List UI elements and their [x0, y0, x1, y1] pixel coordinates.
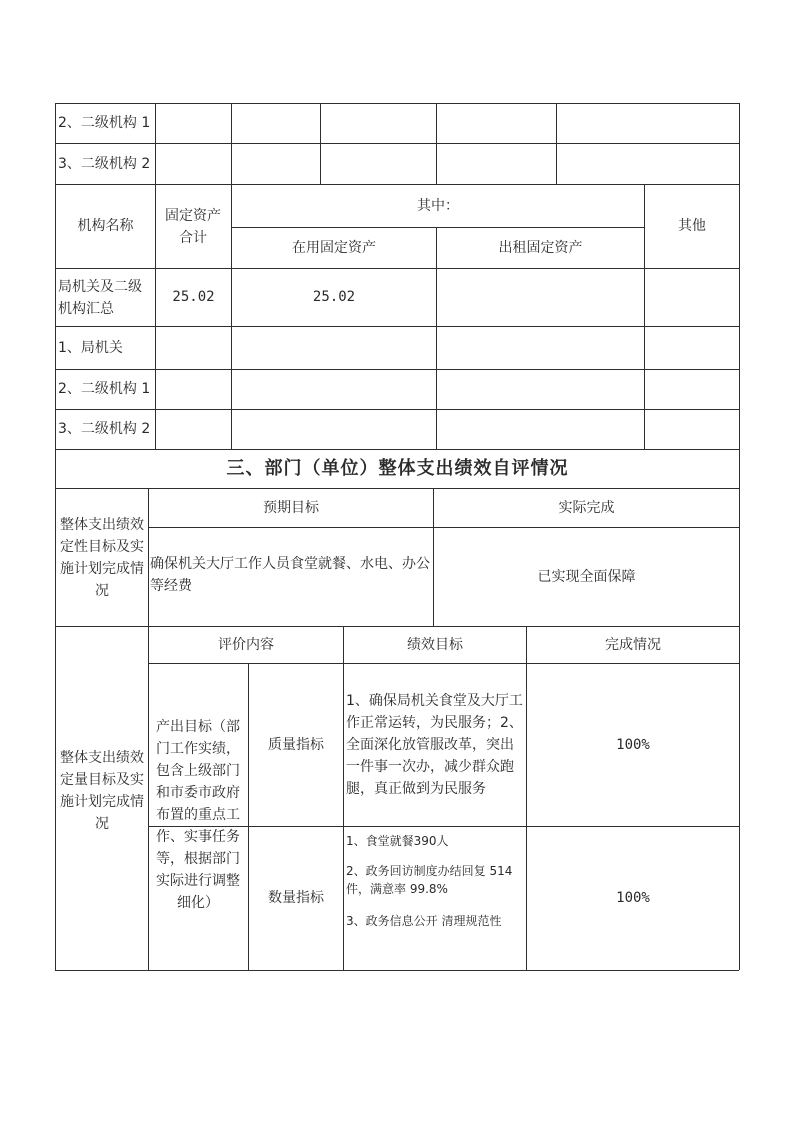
- quantity-item-3: 3、政务信息公开 清理规范性: [346, 914, 502, 928]
- header-org-name: 机构名称: [77, 218, 134, 234]
- header-rented-assets: 出租固定资产: [498, 239, 583, 256]
- quality-indicator-text: 1、确保局机关食堂及大厅工作正常运转，为民服务；2、全面深化放管服改革，突出一件事一次办，减少群众跑腿，真正做到为民服务: [346, 692, 523, 797]
- header-fixed-assets-total: 固定资产合计: [165, 208, 221, 246]
- header-among: 其中：: [417, 197, 459, 214]
- quality-status-value: 100%: [616, 736, 650, 753]
- row-label-second-level-2: 3、二级机构 2: [58, 155, 151, 172]
- completion-status-header: 完成情况: [605, 636, 661, 653]
- evaluation-content-header: 评价内容: [218, 636, 274, 653]
- expected-target-text: 确保机关大厅工作人员食堂就餐、水电、办公等经费: [150, 556, 430, 594]
- row-label-second-level-2-assets: 3、二级机构 2: [58, 421, 151, 437]
- quantity-item-1: 1、食堂就餐390人: [346, 834, 449, 848]
- row-label-second-level-1-assets: 2、二级机构 1: [58, 381, 151, 397]
- summary-total-value: 25.02: [172, 289, 215, 305]
- quality-indicator-label: 质量指标: [268, 736, 324, 753]
- summary-in-use-value: 25.02: [312, 289, 356, 305]
- quantity-status-value: 100%: [616, 890, 650, 906]
- quantity-item-2: 2、政务回访制度办结回复 514 件，满意率 99.8%: [346, 864, 513, 896]
- header-in-use-assets: 在用固定资产: [292, 239, 376, 256]
- section-title: 三、部门（单位）整体支出绩效自评情况: [226, 457, 569, 479]
- output-target-text: 产出目标（部门工作实绩，包含上级部门和市委市政府布置的重点工作、实事任务等，根据部门实际进行调整细化）: [156, 719, 240, 911]
- qualitative-label: 整体支出绩效定性目标及实施计划完成情况: [60, 517, 144, 599]
- quantity-indicator-list: [346, 830, 524, 968]
- row-label-summary: 局机关及二级机构汇总: [58, 279, 142, 317]
- performance-target-header: 绩效目标: [407, 636, 463, 653]
- quantity-indicator-label: 数量指标: [268, 890, 324, 906]
- actual-completion-text: 已实现全面保障: [537, 568, 636, 585]
- expected-target-header: 预期目标: [263, 499, 319, 516]
- header-other: 其他: [678, 218, 706, 234]
- quantitative-label: 整体支出绩效定量目标及实施计划完成情况: [60, 750, 144, 832]
- row-label-bureau: 1、局机关: [58, 339, 123, 356]
- row-label-second-level-1: 2、二级机构 1: [58, 115, 151, 131]
- actual-completion-header: 实际完成: [558, 499, 615, 516]
